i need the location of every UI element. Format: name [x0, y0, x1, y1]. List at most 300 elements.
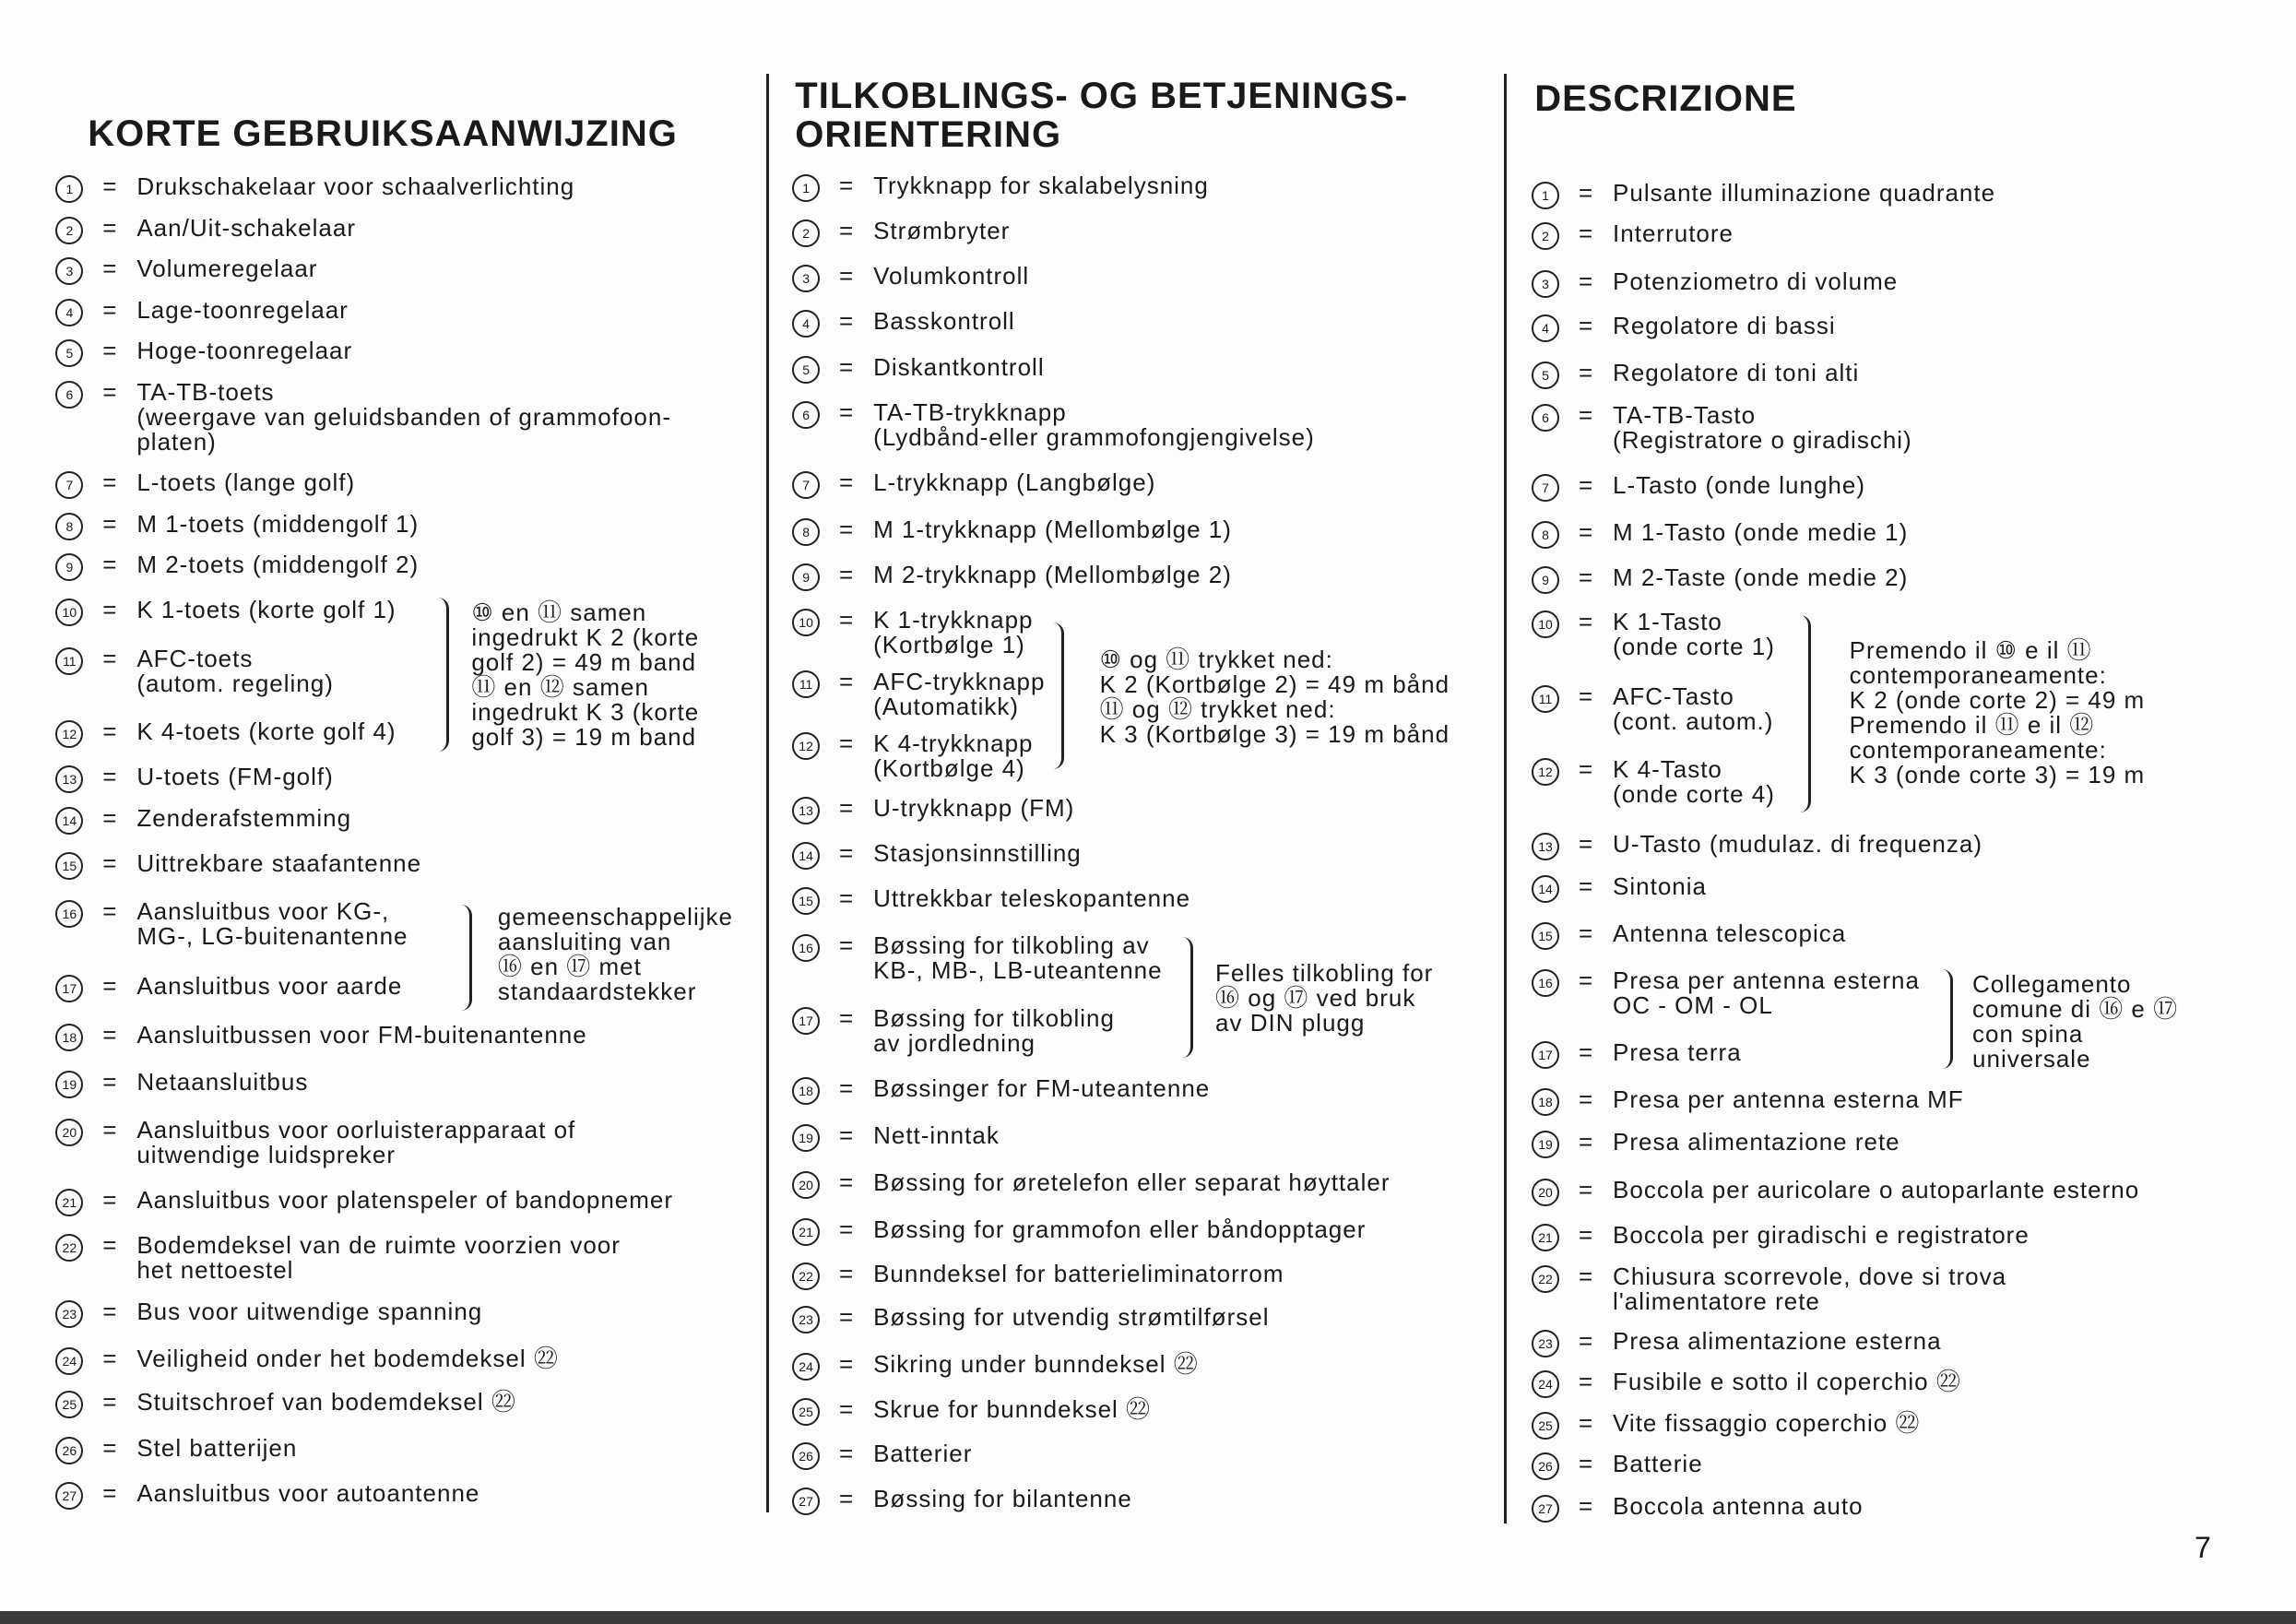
equals-sign: =	[1578, 1085, 1594, 1113]
equals-sign: =	[1578, 607, 1594, 635]
equals-sign: =	[1578, 518, 1594, 547]
section-title: TILKOBLINGS- OG BETJENINGS- ORIENTERING	[795, 75, 1409, 155]
item-description: Boccola per giradischi e registratore	[1613, 1221, 2030, 1250]
item-description: Potenziometro di volume	[1613, 267, 1899, 296]
legend-item	[55, 509, 420, 540]
item-description: Chiusura scorrevole, dove si trova l'alimentatore rete	[1613, 1262, 2007, 1315]
equals-sign: =	[839, 931, 855, 959]
item-description: M 1-toets (middengolf 1)	[136, 509, 420, 538]
item-description: Stasjonsinnstilling	[873, 838, 1082, 867]
item-number: 3	[1532, 270, 1559, 298]
equals-sign: =	[839, 561, 855, 589]
legend-item	[1532, 1264, 2006, 1314]
item-description: Basskontroll	[873, 307, 1015, 336]
item-number: 9	[792, 563, 820, 591]
item-description: Batterie	[1613, 1450, 1703, 1477]
equals-sign: =	[102, 763, 118, 791]
legend-item	[792, 309, 1015, 338]
item-description: Interrutore	[1613, 219, 1734, 248]
equals-sign: =	[102, 848, 118, 877]
item-number: 24	[55, 1347, 83, 1375]
legend-item	[792, 1217, 1366, 1246]
legend-item	[1532, 1127, 1900, 1158]
equals-sign: =	[102, 1186, 118, 1215]
item-description: AFC-Tasto (cont. autom.)	[1613, 682, 1774, 735]
equals-sign: =	[839, 1485, 855, 1513]
item-description: Drukschakelaar voor schaalverlichting	[136, 172, 575, 201]
equals-sign: =	[1578, 1408, 1594, 1437]
legend-item	[792, 470, 1155, 499]
item-number: 1	[1532, 182, 1559, 209]
legend-item	[792, 793, 1075, 824]
legend-item	[1532, 832, 1982, 860]
equals-sign: =	[102, 509, 118, 538]
item-description: Antenna telescopica	[1613, 919, 1847, 948]
legend-item	[55, 1188, 673, 1216]
legend-item	[55, 1115, 576, 1168]
item-number: 6	[1532, 404, 1559, 432]
legend-item	[55, 470, 355, 499]
item-number: 12	[1532, 758, 1559, 786]
item-description: Bodemdeksel van de ruimte voorzien voor het nettoestel	[136, 1231, 621, 1285]
grouping-brace	[1937, 969, 1953, 1069]
equals-sign: =	[839, 1121, 855, 1150]
item-description: M 2-trykknapp (Mellombølge 2)	[873, 561, 1232, 589]
scan-edge	[0, 1611, 2296, 1624]
item-number: 14	[1532, 875, 1559, 903]
equals-sign: =	[1578, 682, 1594, 710]
equals-sign: =	[839, 515, 855, 543]
legend-item	[55, 1299, 482, 1328]
grouping-brace	[1048, 622, 1064, 769]
item-description: Regolatore di toni alti	[1613, 358, 1860, 386]
legend-item	[1532, 1037, 1742, 1069]
item-number: 1	[55, 175, 83, 203]
equals-sign: =	[102, 972, 118, 1001]
item-description: Sikring under bunndeksel ㉒	[873, 1350, 1199, 1379]
legend-item	[1532, 221, 1734, 250]
legend-item	[55, 848, 422, 880]
legend-item	[792, 1123, 1000, 1152]
item-description: AFC-trykknapp (Automatikk)	[873, 668, 1046, 720]
item-number: 10	[792, 609, 820, 636]
equals-sign: =	[102, 644, 118, 672]
item-description: Nett-inntak	[873, 1121, 1000, 1150]
legend-item	[792, 1259, 1284, 1290]
item-description: Batterier	[873, 1439, 973, 1467]
legend-item	[792, 1170, 1390, 1199]
grouped-note: Collegamento comune di ⑯ e ⑰ con spina universale	[1972, 970, 2179, 1073]
item-number: 19	[792, 1124, 820, 1152]
equals-sign: =	[839, 606, 855, 634]
legend-item	[792, 1006, 1115, 1056]
section-title: KORTE GEBRUIKSAANWIJZING	[88, 113, 678, 154]
legend-item	[1532, 1369, 1961, 1398]
item-number: 27	[1532, 1495, 1559, 1523]
legend-item	[792, 1076, 1210, 1105]
item-number: 9	[55, 553, 83, 581]
item-number: 24	[1532, 1370, 1559, 1398]
item-description: Presa alimentazione esterna	[1613, 1326, 1942, 1355]
item-description: Volumeregelaar	[136, 255, 318, 283]
item-number: 5	[1532, 362, 1559, 389]
legend-item	[55, 646, 334, 696]
legend-item	[55, 899, 408, 949]
legend-item	[792, 1487, 1132, 1515]
item-number: 10	[1532, 610, 1559, 638]
equals-sign: =	[839, 307, 855, 336]
legend-item	[55, 552, 419, 581]
legend-item	[55, 974, 402, 1002]
equals-sign: =	[102, 1433, 118, 1462]
item-number: 21	[792, 1218, 820, 1246]
item-number: 3	[792, 265, 820, 292]
item-number: 2	[55, 217, 83, 244]
equals-sign: =	[102, 1020, 118, 1049]
item-description: M 2-Taste (onde medie 2)	[1613, 563, 1909, 592]
legend-item	[1532, 314, 1836, 342]
item-description: Bunndeksel for batterieliminatorrom	[873, 1259, 1284, 1287]
equals-sign: =	[839, 397, 855, 426]
column-divider	[1504, 74, 1507, 1523]
equals-sign: =	[1578, 1368, 1594, 1396]
legend-item	[1532, 874, 1707, 903]
item-description: M 2-toets (middengolf 2)	[136, 550, 420, 578]
item-number: 23	[1532, 1330, 1559, 1357]
equals-sign: =	[1578, 1262, 1594, 1290]
item-number: 18	[1532, 1088, 1559, 1116]
item-number: 23	[792, 1306, 820, 1334]
legend-item	[1532, 400, 1912, 454]
equals-sign: =	[839, 1303, 855, 1332]
equals-sign: =	[102, 1231, 118, 1260]
item-description: TA-TB-Tasto (Registratore o giradischi)	[1613, 400, 1912, 454]
equals-sign: =	[839, 1215, 855, 1243]
legend-item	[1532, 269, 1898, 298]
item-description: Zenderafstemming	[136, 803, 352, 832]
item-number: 15	[792, 887, 820, 915]
equals-sign: =	[839, 729, 855, 757]
legend-item	[1532, 1087, 1964, 1116]
equals-sign: =	[102, 803, 118, 832]
legend-item	[55, 719, 396, 748]
item-description: L-toets (lange golf)	[136, 468, 356, 497]
legend-item	[55, 1433, 298, 1464]
equals-sign: =	[1578, 267, 1594, 296]
item-number: 13	[792, 797, 820, 824]
equals-sign: =	[102, 1067, 118, 1096]
legend-item	[55, 338, 352, 367]
item-description: L-trykknapp (Langbølge)	[873, 468, 1156, 497]
item-number: 8	[55, 513, 83, 540]
item-description: Bøssing for bilantenne	[873, 1485, 1132, 1513]
equals-sign: =	[839, 171, 855, 199]
equals-sign: =	[102, 717, 118, 745]
item-description: Bøssing for øretelefon eller separat høyttaler	[873, 1168, 1391, 1197]
legend-item	[792, 216, 1011, 247]
equals-sign: =	[102, 295, 118, 324]
grouped-note: ⑩ en ⑪ samen ingedrukt K 2 (korte golf 2) = 49 m band ⑪ en ⑫ samen ingedrukt K 3 (korte golf 3) = 19 m band	[471, 599, 700, 752]
equals-sign: =	[839, 1168, 855, 1197]
legend-item	[792, 517, 1232, 546]
legend-item	[55, 598, 396, 626]
item-description: TA-TB-trykknapp (Lydbånd-eller grammofongjengivelse)	[873, 397, 1315, 451]
item-number: 15	[55, 852, 83, 880]
item-description: Sintonia	[1613, 872, 1708, 901]
item-description: U-Tasto (mudulaz. di frequenza)	[1613, 830, 1982, 859]
equals-sign: =	[1578, 755, 1594, 784]
equals-sign: =	[1578, 178, 1594, 207]
item-number: 26	[1532, 1452, 1559, 1480]
equals-sign: =	[1578, 1492, 1594, 1521]
item-number: 3	[55, 257, 83, 285]
equals-sign: =	[102, 1478, 118, 1507]
item-number: 14	[792, 842, 820, 870]
item-description: L-Tasto (onde lunghe)	[1613, 471, 1865, 500]
legend-item	[792, 838, 1082, 870]
item-number: 17	[792, 1007, 820, 1035]
item-description: M 1-trykknapp (Mellombølge 1)	[873, 515, 1232, 543]
equals-sign: =	[839, 1004, 855, 1033]
item-number: 9	[1532, 566, 1559, 594]
item-description: Veiligheid onder het bodemdeksel ㉒	[136, 1344, 559, 1372]
item-number: 8	[1532, 521, 1559, 549]
item-number: 18	[55, 1024, 83, 1051]
equals-sign: =	[1578, 1450, 1594, 1477]
equals-sign: =	[839, 468, 855, 497]
item-number: 11	[792, 670, 820, 698]
grouped-note: Premendo il ⑩ e il ⑪ contemporaneamente: K 2 (onde corte 2) = 49 m Premendo il ⑪ e il ⑫ contemporaneamente: K 3 (onde corte 3) = 19 m	[1849, 636, 2146, 789]
legend-item	[55, 256, 317, 285]
item-number: 5	[55, 339, 83, 367]
equals-sign: =	[102, 213, 118, 242]
item-description: M 1-Tasto (onde medie 1)	[1613, 518, 1909, 547]
legend-item	[55, 377, 672, 456]
item-number: 6	[792, 401, 820, 429]
item-number: 13	[1532, 833, 1559, 860]
item-number: 14	[55, 807, 83, 835]
legend-item	[1532, 565, 1908, 594]
item-number: 17	[1532, 1041, 1559, 1069]
item-description: Aan/Uit-schakelaar	[136, 213, 356, 242]
legend-item	[1532, 684, 1773, 734]
legend-item	[792, 670, 1045, 719]
item-description: Stel batterijen	[136, 1433, 298, 1462]
equals-sign: =	[102, 1297, 118, 1325]
item-description: Bøssing for tilkobling av KB-, MB-, LB-uteantenne	[873, 931, 1163, 984]
item-number: 19	[1532, 1131, 1559, 1158]
equals-sign: =	[102, 337, 118, 365]
item-description: Bøssinger for FM-uteantenne	[873, 1074, 1211, 1103]
item-number: 7	[55, 471, 83, 499]
item-description: U-toets (FM-golf)	[136, 763, 334, 791]
equals-sign: =	[102, 468, 118, 497]
page-number: 7	[2195, 1531, 2211, 1564]
item-description: Strømbryter	[873, 216, 1011, 244]
item-number: 22	[1532, 1265, 1559, 1293]
item-number: 11	[1532, 685, 1559, 713]
legend-item	[1532, 757, 1775, 807]
item-number: 20	[55, 1119, 83, 1146]
legend-item	[55, 1478, 480, 1510]
item-description: Presa per antenna esterna MF	[1613, 1085, 1964, 1113]
item-description: Hoge-toonregelaar	[136, 337, 353, 365]
legend-item	[1532, 520, 1908, 549]
legend-item	[792, 933, 1162, 983]
item-number: 22	[55, 1234, 83, 1262]
equals-sign: =	[1578, 966, 1594, 994]
legend-item	[792, 731, 1033, 781]
item-description: Bus voor uitwendige spanning	[136, 1297, 483, 1325]
equals-sign: =	[102, 1388, 118, 1417]
item-description: Presa per antenna esterna OC - OM - OL	[1613, 966, 1920, 1019]
equals-sign: =	[839, 668, 855, 695]
item-number: 16	[1532, 969, 1559, 997]
legend-item	[55, 213, 356, 244]
item-number: 16	[792, 934, 820, 962]
section-title: DESCRIZIONE	[1534, 77, 1797, 119]
item-number: 6	[55, 381, 83, 409]
item-description: AFC-toets (autom. regeling)	[136, 644, 334, 697]
item-number: 12	[792, 732, 820, 760]
item-description: Fusibile e sotto il coperchio ㉒	[1613, 1368, 1961, 1396]
item-description: Uittrekbare staafantenne	[136, 848, 422, 877]
item-description: Bøssing for grammofon eller båndopptager	[873, 1215, 1367, 1243]
equals-sign: =	[1578, 471, 1594, 500]
item-number: 24	[792, 1353, 820, 1381]
item-description: U-trykknapp (FM)	[873, 793, 1075, 822]
legend-item	[55, 295, 349, 326]
item-number: 23	[55, 1300, 83, 1328]
equals-sign: =	[839, 1439, 855, 1467]
equals-sign: =	[102, 377, 118, 406]
equals-sign: =	[1578, 872, 1594, 901]
legend-item	[1532, 607, 1775, 660]
equals-sign: =	[839, 793, 855, 822]
item-number: 20	[792, 1171, 820, 1199]
item-number: 4	[792, 310, 820, 338]
equals-sign: =	[102, 897, 118, 926]
item-number: 11	[55, 647, 83, 675]
item-number: 5	[792, 356, 820, 384]
legend-item	[792, 1441, 972, 1470]
legend-item	[1532, 1408, 1921, 1440]
equals-sign: =	[1578, 919, 1594, 948]
grouping-brace	[1795, 615, 1811, 812]
equals-sign: =	[102, 1344, 118, 1372]
legend-item	[792, 397, 1315, 451]
item-description: Stuitschroef van bodemdeksel ㉒	[136, 1388, 516, 1417]
legend-item	[1532, 1452, 1703, 1480]
column-divider	[766, 74, 769, 1512]
legend-item	[1532, 1326, 1942, 1357]
legend-item	[792, 352, 1045, 384]
legend-item	[1532, 968, 1920, 1018]
legend-item	[55, 1233, 621, 1283]
item-description: Aansluitbus voor platenspeler of bandopnemer	[136, 1186, 674, 1215]
legend-item	[792, 1305, 1269, 1334]
legend-item	[55, 1067, 309, 1098]
equals-sign: =	[102, 172, 118, 201]
legend-item	[792, 1352, 1199, 1381]
item-description: Presa alimentazione rete	[1613, 1127, 1900, 1156]
item-description: Aansluitbus voor aarde	[136, 972, 403, 1001]
legend-item	[792, 608, 1033, 658]
legend-item	[792, 264, 1029, 292]
item-number: 4	[55, 299, 83, 326]
grouped-note: gemeenschappelijke aansluiting van ⑯ en ⑰ met standaardstekker	[497, 903, 733, 1006]
grouping-brace	[1178, 937, 1193, 1057]
item-description: K 1-trykknapp (Kortbølge 1)	[873, 606, 1034, 659]
item-number: 22	[792, 1262, 820, 1290]
grouping-brace	[433, 598, 449, 752]
item-description: Boccola antenna auto	[1613, 1492, 1864, 1521]
equals-sign: =	[839, 216, 855, 244]
item-number: 4	[1532, 314, 1559, 342]
legend-item	[1532, 1494, 1864, 1523]
equals-sign: =	[839, 838, 855, 867]
legend-item	[55, 1346, 559, 1375]
item-description: Trykknapp for skalabelysning	[873, 171, 1209, 199]
grouped-note: ⑩ og ⑪ trykket ned: K 2 (Kortbølge 2) = 49 m bånd ⑪ og ⑫ trykket ned: K 3 (Kortbølge 3) = 19 m bånd	[1099, 645, 1450, 748]
legend-item	[1532, 473, 1865, 502]
item-description: K 4-Tasto (onde corte 4)	[1613, 755, 1775, 809]
legend-item	[792, 1397, 1151, 1426]
item-description: K 4-trykknapp (Kortbølge 4)	[873, 729, 1034, 782]
legend-item	[1532, 1178, 2139, 1206]
item-number: 1	[792, 174, 820, 202]
equals-sign: =	[1578, 400, 1594, 429]
item-description: Aansluitbus voor KG-, MG-, LG-buitenantenne	[136, 897, 408, 951]
grouped-note: Felles tilkobling for ⑯ og ⑰ ved bruk av DIN plugg	[1215, 958, 1434, 1037]
item-number: 17	[55, 975, 83, 1002]
item-number: 2	[1532, 222, 1559, 250]
equals-sign: =	[839, 262, 855, 290]
legend-item	[1532, 358, 1860, 389]
item-number: 12	[55, 720, 83, 748]
item-description: Bøssing for tilkobling av jordledning	[873, 1004, 1115, 1058]
equals-sign: =	[839, 1350, 855, 1379]
item-description: Skrue for bunndeksel ㉒	[873, 1395, 1152, 1424]
item-number: 19	[55, 1071, 83, 1098]
legend-item	[1532, 178, 1996, 209]
item-description: K 1-Tasto (onde corte 1)	[1613, 607, 1775, 660]
equals-sign: =	[1578, 1326, 1594, 1355]
item-number: 21	[1532, 1224, 1559, 1251]
item-description: Boccola per auricolare o autoparlante esterno	[1613, 1176, 2140, 1204]
item-description: K 4-toets (korte golf 4)	[136, 717, 396, 745]
equals-sign: =	[102, 550, 118, 578]
item-number: 7	[1532, 474, 1559, 502]
item-number: 8	[792, 518, 820, 546]
equals-sign: =	[1578, 1221, 1594, 1250]
equals-sign: =	[839, 1259, 855, 1287]
item-number: 10	[55, 599, 83, 626]
item-number: 26	[792, 1442, 820, 1470]
item-number: 15	[1532, 922, 1559, 950]
equals-sign: =	[102, 1115, 118, 1144]
item-number: 25	[55, 1391, 83, 1418]
item-description: Lage-toonregelaar	[136, 295, 349, 324]
equals-sign: =	[839, 1074, 855, 1103]
item-number: 2	[792, 219, 820, 247]
equals-sign: =	[839, 1395, 855, 1424]
legend-item	[1532, 921, 1846, 950]
legend-item	[1532, 1223, 2030, 1251]
equals-sign: =	[1578, 219, 1594, 248]
legend-item	[792, 886, 1190, 915]
equals-sign: =	[1578, 312, 1594, 340]
